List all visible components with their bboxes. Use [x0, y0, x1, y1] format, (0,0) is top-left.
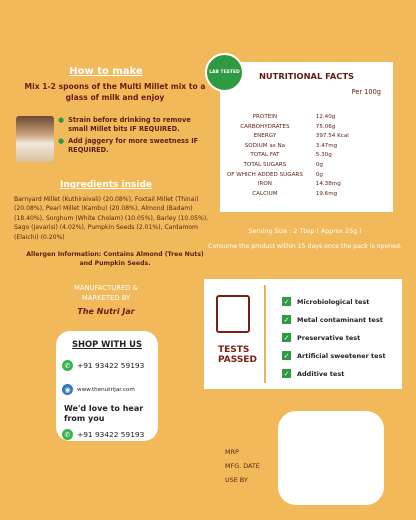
nutrient-value: 3.47mg — [315, 142, 338, 149]
whatsapp-icon: ✆ — [62, 360, 73, 371]
bullet-item — [58, 116, 208, 134]
check-icon: ✓ — [283, 369, 290, 378]
nutrient-value: 0g — [315, 161, 323, 168]
brand-name: The Nutri Jar — [77, 307, 135, 316]
prep-bullets — [58, 116, 208, 158]
test-item — [282, 297, 369, 306]
nutrient-value: 12.40g — [315, 114, 336, 120]
tests-title-line1: TESTS — [218, 345, 250, 355]
nutrient-name: TOTAL FAT — [250, 152, 280, 159]
nutrition-row — [220, 162, 393, 172]
phone-row-2[interactable] — [62, 429, 144, 440]
nutrient-value: 5.30g — [315, 152, 332, 159]
per-quantity: Per 100g — [351, 88, 381, 96]
test-label: Preservative test — [297, 333, 361, 342]
bullet-text: Add jaggery for more sweetness IF REQUIRED. — [68, 137, 199, 154]
nutrient-value: 397.54 Kcal — [315, 133, 349, 140]
website-row[interactable] — [62, 384, 135, 395]
lab-tested-badge: LAB TESTED — [205, 53, 244, 92]
contact-line1: We'd love to hear — [64, 404, 144, 413]
nutrition-row — [220, 152, 393, 162]
nutrient-name: ENERGY — [253, 133, 277, 140]
contact-line2: from you — [64, 414, 105, 423]
nutrient-name: OF WHICH ADDED SUGARS — [226, 171, 303, 178]
globe-icon: ◉ — [62, 384, 73, 395]
clipboard-icon — [216, 295, 250, 333]
nutrient-name: SODIUM as Na — [244, 142, 286, 149]
divider — [264, 285, 266, 383]
test-label: Additive test — [297, 369, 345, 378]
contact-message — [64, 404, 143, 424]
ingredients-title: Ingredients inside — [59, 180, 153, 190]
bullet-item — [58, 137, 208, 155]
test-item — [282, 333, 360, 342]
test-item — [282, 315, 383, 324]
nutrient-name: IRON — [257, 181, 272, 188]
check-icon: ✓ — [283, 297, 290, 306]
mrp-label: MRP — [225, 448, 239, 456]
test-item — [282, 369, 344, 378]
nutrition-table — [220, 114, 393, 200]
pack-meta — [225, 445, 260, 487]
tests-panel — [204, 279, 402, 389]
shop-title: SHOP WITH US — [71, 339, 143, 349]
phone-text: +91 93422 59193 — [77, 361, 145, 370]
check-icon: ✓ — [283, 333, 290, 342]
tests-passed-title — [218, 345, 257, 365]
mix-instruction: Mix 1-2 spoons of the Multi Millet mix to a glass of milk and enjoy — [24, 82, 206, 102]
phone-text: +91 93422 59193 — [77, 430, 145, 439]
serving-size: Serving Size : 2 Tbsp ( Approx 25g ) — [248, 228, 362, 235]
nutrition-row — [220, 114, 393, 124]
manufacturer-line2: MARKETED BY — [81, 294, 131, 302]
whatsapp-icon: ✆ — [62, 429, 73, 440]
nutrition-title: NUTRITIONAL FACTS — [258, 71, 355, 81]
nutrient-value: 75.06g — [315, 123, 336, 130]
tests-title-line2: PASSED — [218, 355, 257, 365]
manufacturer-label — [0, 283, 212, 303]
print-area — [278, 411, 384, 505]
test-label: Microbiological test — [297, 297, 370, 306]
test-label: Metal contaminant test — [297, 315, 383, 324]
test-item — [282, 351, 386, 360]
website-text: www.thenutrijar.com — [77, 386, 135, 393]
nutrition-row — [220, 191, 393, 201]
nutrient-value: 14.38mg — [315, 181, 341, 188]
how-to-make-title: How to make — [69, 66, 143, 77]
test-label: Artificial sweetener test — [297, 351, 386, 360]
use-by-label: USE BY — [225, 476, 248, 484]
nutrition-panel — [220, 62, 393, 212]
consume-note: Consume the product within 15 days once the pack is opened. — [208, 243, 402, 250]
nutrition-row — [220, 181, 393, 191]
nutrition-row — [220, 124, 393, 134]
mfg-date-label: MFG. DATE — [225, 462, 260, 470]
bullet-dot-icon: ● — [58, 116, 65, 124]
allergen-info: Allergen Information: Contains Almond (Tree Nuts) and Pumpkin Seeds. — [26, 251, 204, 267]
bullet-text: Strain before drinking to remove small Millet bits IF REQUIRED. — [68, 116, 191, 133]
nutrient-name: TOTAL SUGARS — [243, 161, 287, 168]
nutrient-name: CARBOHYDRATES — [240, 123, 290, 130]
check-icon: ✓ — [283, 351, 290, 360]
nutrition-row — [220, 172, 393, 182]
nutrient-name: PROTEIN — [252, 114, 278, 120]
nutrition-row — [220, 143, 393, 153]
phone-row[interactable] — [62, 360, 144, 371]
shop-card — [56, 331, 158, 441]
nutrient-name: CALCIUM — [252, 190, 278, 197]
manufacturer-line1: MANUFACTURED & — [74, 284, 138, 292]
nutrition-row — [220, 133, 393, 143]
ingredients-text: Barnyard Millet (Kuthiraivali) (20.08%), Foxtail Millet (Thinai) (20.08%), Pearl Millet (Kambu) (20.08%), Almond (Badam) (18.40%), Sorghum (White Cholam) (10.05%), Barley (10.05%), Sago (Javarisi) (4.02%), Pumpkin Seeds (2.01%), Cardamom (Elaichi) (0.20%) — [14, 196, 209, 241]
nutrient-value: 19.6mg — [315, 190, 338, 197]
bullet-dot-icon: ● — [58, 137, 65, 145]
milk-cup-image — [16, 116, 54, 162]
check-icon: ✓ — [283, 315, 290, 324]
nutrient-value: 0g — [315, 171, 323, 178]
